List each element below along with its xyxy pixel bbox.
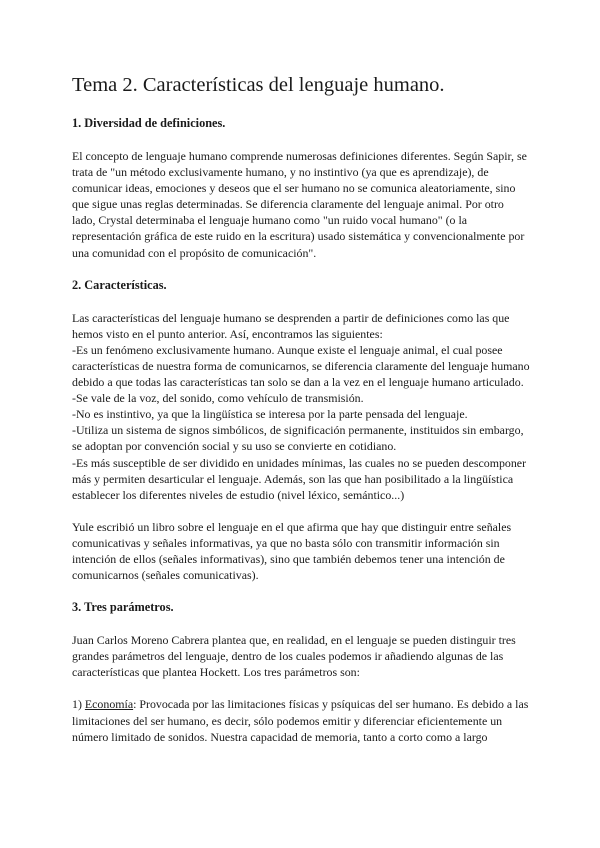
section-heading-diversidad: 1. Diversidad de definiciones. [72,116,226,130]
section-heading-caracteristicas: 2. Características. [72,277,167,292]
list-item: -Se vale de la voz, del sonido, como vehículo de transmisión. [72,391,364,406]
paragraph-definiciones: El concepto de lenguaje humano comprende numerosas definiciones diferentes. Según Sapir, se trata de "un método exclusivamente humano, y no instintivo (ya que es aprendizaje), de comunicar ideas, emociones y deseos que el ser humano no se comunica aleatoriamente, sino que sigue unas reglas determinadas. Se diferencia claramente del lenguaje animal. Por otro lado, Crystal determinaba el lenguaje humano como "un ruido vocal humano" (o la representación gráfica de este ruido en la escritura) usado sistemática y convencionalmente por una comunidad con el propósito de comunicación". [72,149,527,260]
section-heading-parametros: 3. Tres parámetros. [72,600,174,615]
param-term-economia: Economía [84,697,134,712]
paragraph-yule: Yule escribió un libro sobre el lenguaje en el que afirma que hay que distinguir entre señales comunicativas y señales informativas, ya que no basta sólo con transmitir información sin intención de ellos (señales informativas), sino que también debemos tener una intención de comunicarnos (señales comunicativas). [72,519,512,583]
paragraph-economia [72,696,530,744]
document-body [72,72,530,761]
characteristics-intro: Las características del lenguaje humano se desprenden a partir de definiciones como las que hemos visto en el punto anterior. Así, encontramos las siguientes: [72,310,510,341]
param-description: : Provocada por las limitaciones físicas y psíquicas del ser humano. Es debido a las limitaciones del ser humano, es decir, sólo podemos emitir y diferenciar eficientemente un número limitado de sonidos. Nuestra capacidad de memoria, tanto a corto como a largo [72,697,529,744]
list-item: -No es instintivo, ya que la lingüística se interesa por la parte pensada del lenguaje. [72,407,468,422]
characteristics-list [72,310,530,503]
list-item: -Es un fenómeno exclusivamente humano. Aunque existe el lenguaje animal, el cual posee características de nuestra forma de comunicarnos, se diferencia claramente del lenguaje humano debido a que todas las características tan solo se dan a la vez en el lenguaje humano articulado. [72,342,530,390]
paragraph-moreno-cabrera: Juan Carlos Moreno Cabrera plantea que, en realidad, en el lenguaje se pueden distinguir tres grandes parámetros del lenguaje, dentro de los cuales podemos ir añadiendo algunas de las características que plantea Hockett. Los tres parámetros son: [72,633,516,680]
list-item: -Es más susceptible de ser dividido en unidades mínimas, las cuales no se pueden descomponer más y permiten desarticular el lenguaje. Además, son las que han posibilitado a la lingüística establecer los diferentes niveles de estudio (nivel léxico, semántico...) [72,455,527,502]
param-number: 1) [72,697,85,712]
list-item: -Utiliza un sistema de signos simbólicos, de significación permanente, instituidos sin embargo, se adoptan por convención social y su uso se convierte en cotidiano. [72,423,524,454]
page-title: Tema 2. Características del lenguaje humano. [72,74,445,96]
